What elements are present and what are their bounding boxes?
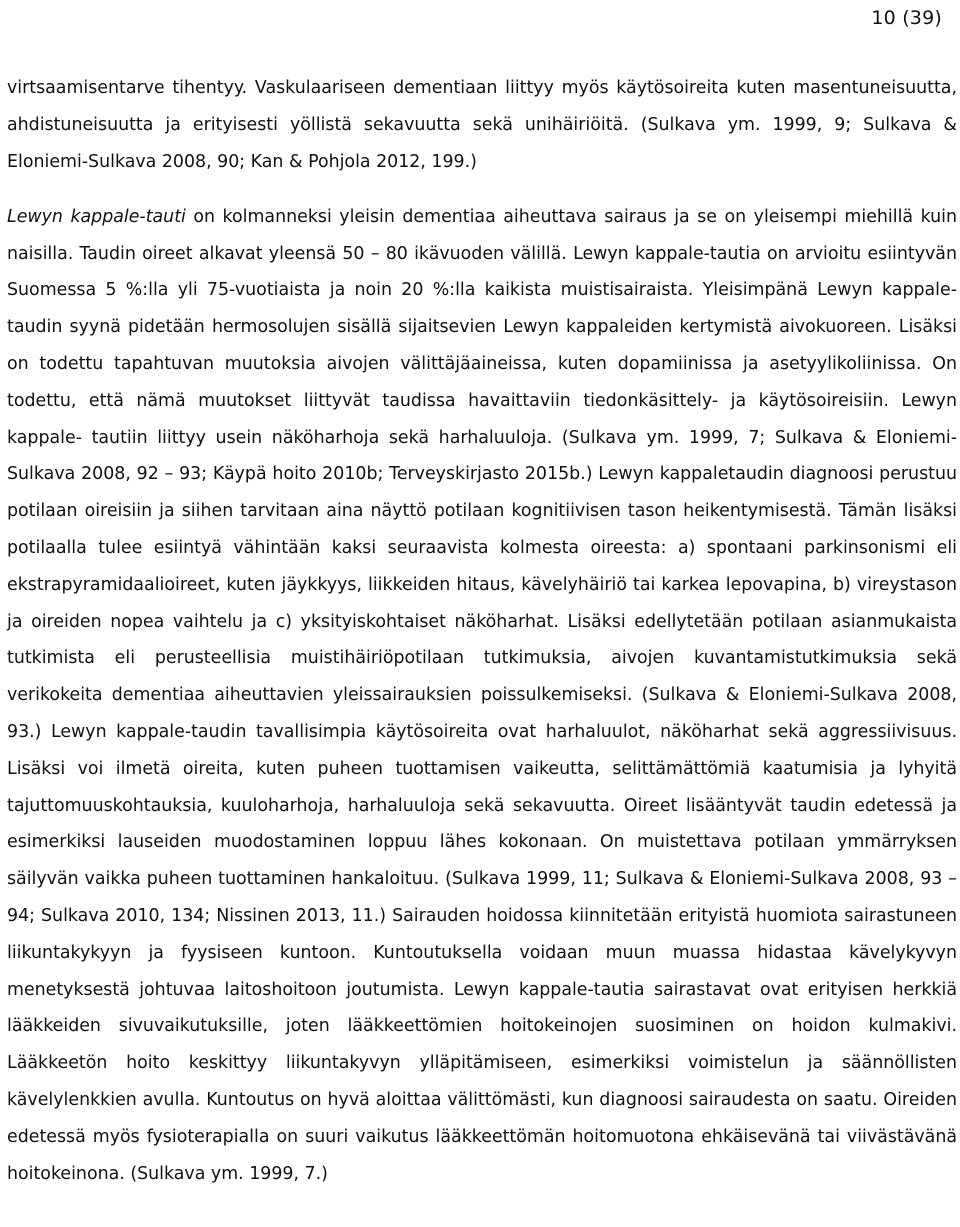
paragraph-lewy-body-disease <box>7 199 957 1193</box>
paragraph-lead-term: Lewyn kappale-tauti <box>7 206 186 227</box>
page-number: 10 (39) <box>871 7 942 29</box>
paragraph-vascular-dementia <box>7 70 957 180</box>
paragraph-text: on kolmanneksi yleisin dementiaa aiheuttava sairaus ja se on yleisempi miehillä kuin naisilla. Taudin oireet alkavat yleensä 50 – 80 ikävuoden välillä. Lewyn kappale-tautia on arvioitu esiintyvän Suomessa 5 %:lla yli 75-vuotiaista ja noin 20 %:lla kaikista muistisairaista. Yleisimpänä Lewyn kappale-taudin syynä pidetään hermosolujen sisällä sijaitsevien Lewyn kappaleiden kertymistä aivokuoreen. Lisäksi on todettu tapahtuvan muutoksia aivojen välittäjäaineissa, kuten dopamiinissa ja asetyylikoliinissa. On todettu, että nämä muutokset liittyvät taudissa havaittaviin tiedonkäsittely- ja käytösoireisiin. Lewyn kappale- tautiin liittyy usein näköharhoja sekä harhaluuloja. (Sulkava ym. 1999, 7; Sulkava & Eloniemi-Sulkava 2008, 92 – 93; Käypä hoito 2010b; Terveyskirjasto 2015b.) Lewyn kappaletaudin diagnoosi perustuu potilaan oireisiin ja siihen tarvitaan aina näyttö potilaan kognitiivisen tason heikentymisestä. Tämän lisäksi potilaalla tulee esiintyä vähintään kaksi seuraavista kolmesta oireesta: a) spontaani parkinsonismi eli ekstrapyramidaalioireet, kuten jäykkyys, liikkeiden hitaus, kävelyhäiriö tai karkea lepovapina, b) vireystason ja oireiden nopea vaihtelu ja c) yksityiskohtaiset näköharhat. Lisäksi edellytetään potilaan asianmukaista tutkimista eli perusteellisia muistihäiriöpotilaan tutkimuksia, aivojen kuvantamistutkimuksia sekä verikokeita dementiaa aiheuttavien yleissairauksien poissulkemiseksi. (Sulkava & Eloniemi-Sulkava 2008, 93.) Lewyn kappale-taudin tavallisimpia käytösoireita ovat harhaluulot, näköharhat sekä aggressiivisuus. Lisäksi voi ilmetä oireita, kuten puheen tuottamisen vaikeutta, selittämättömiä kaatumisia ja lyhyitä tajuttomuuskohtauksia, kuuloharhoja, harhaluuloja sekä sekavuutta. Oireet lisääntyvät taudin edetessä ja esimerkiksi lauseiden muodostaminen loppuu lähes kokonaan. On muistettava potilaan ymmärryksen säilyvän vaikka puheen tuottaminen hankaloituu. (Sulkava 1999, 11; Sulkava & Eloniemi-Sulkava 2008, 93 – 94; Sulkava 2010, 134; Nissinen 2013, 11.) Sairauden hoidossa kiinnitetään erityistä huomiota sairastuneen liikuntakykyyn ja fyysiseen kuntoon. Kuntoutuksella voidaan muun muassa hidastaa kävelykyvyn menetyksestä johtuvaa laitoshoitoon joutumista. Lewyn kappale-tautia sairastavat ovat erityisen herkkiä lääkkeiden sivuvaikutuksille, joten lääkkeettömien hoitokeinojen suosiminen on hoidon kulmakivi. Lääkkeetön hoito keskittyy liikuntakyvyn ylläpitämiseen, esimerkiksi voimistelun ja säännöllisten kävelylenkkien avulla. Kuntoutus on hyvä aloittaa välittömästi, kun diagnoosi sairaudesta on saatu. Oireiden edetessä myös fysioterapialla on suuri vaikutus lääkkeettömän hoitomuotona ehkäisevänä tai viivästävänä hoitokeinona. (Sulkava ym. 1999, 7.) <box>7 206 957 1184</box>
paragraph-text: virtsaamisentarve tihentyy. Vaskulaariseen dementiaan liittyy myös käytösoireita kuten masentuneisuutta, ahdistuneisuutta ja erityisesti yöllistä sekavuutta sekä unihäiriöitä. (Sulkava ym. 1999, 9; Sulkava & Eloniemi-Sulkava 2008, 90; Kan & Pohjola 2012, 199.) <box>7 78 957 172</box>
document-body <box>7 70 957 1192</box>
